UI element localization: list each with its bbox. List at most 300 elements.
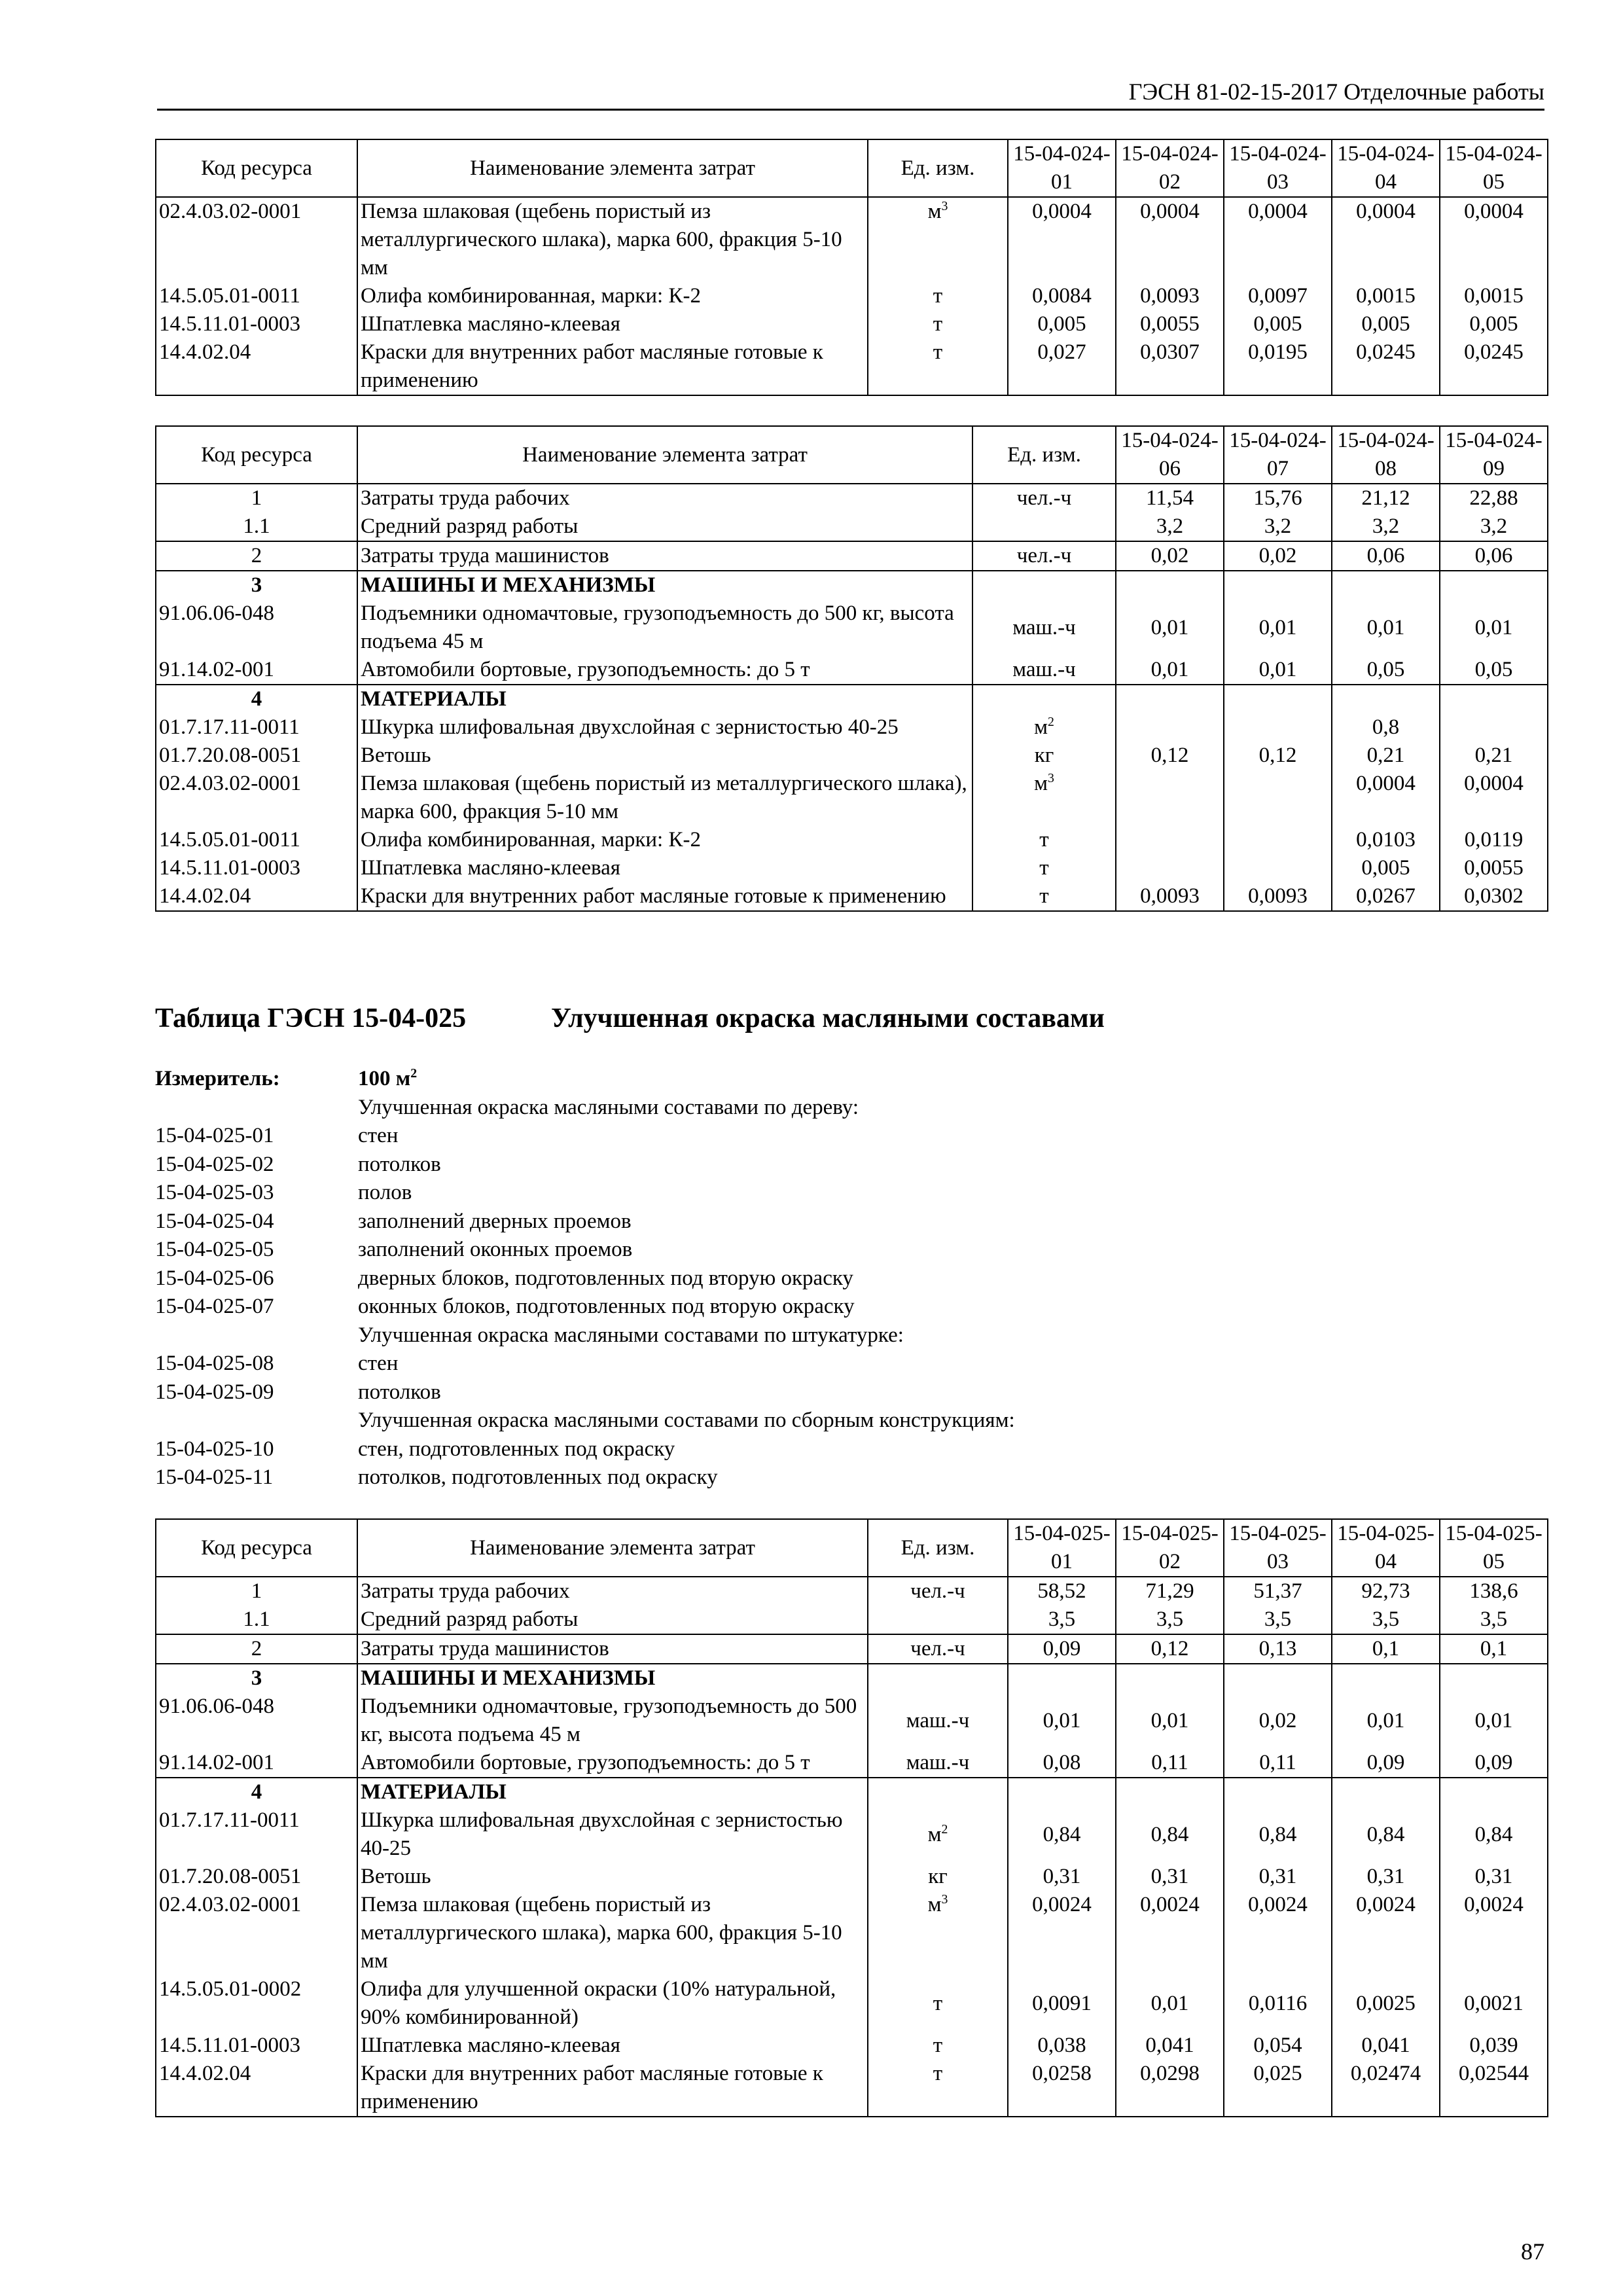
norm-value: 0,0267 (1332, 882, 1440, 911)
norm-value: 3,2 (1116, 512, 1224, 541)
unit-exponent: 3 (941, 1892, 948, 1907)
unit-of-measure (972, 882, 1116, 911)
resource-code: 14.5.05.01-0011 (156, 282, 357, 310)
table-row (156, 1693, 1548, 1749)
norm-value: 0,0004 (1008, 197, 1116, 282)
norm-value: 92,73 (1332, 1577, 1440, 1605)
norm-value: 0,31 (1008, 1863, 1116, 1891)
cost-element-name: Пемза шлаковая (щебень пористый из металлургического шлака), марка 600, фракция 5-10 мм (357, 197, 868, 282)
resource-code: 3 (156, 1664, 357, 1693)
col-header-unit: Ед. изм. (868, 1519, 1008, 1577)
resource-code: 3 (156, 571, 357, 600)
unit-of-measure (868, 2060, 1008, 2117)
table-row (156, 2032, 1548, 2060)
norm-value: 0,0245 (1440, 338, 1548, 395)
unit-text: маш.-ч (1012, 615, 1076, 639)
norm-value: 0,01 (1116, 1693, 1224, 1749)
table-row (156, 882, 1548, 911)
resource-code: 14.5.05.01-0011 (156, 826, 357, 854)
unit-text: чел.-ч (910, 1579, 965, 1603)
norm-value: 0,0024 (1224, 1891, 1332, 1975)
norm-list-item (155, 1094, 1333, 1122)
resource-code: 02.4.03.02-0001 (156, 1891, 357, 1975)
norm-value: 0,0093 (1116, 882, 1224, 911)
col-header-norm: 15-04-024-07 (1224, 426, 1332, 484)
norm-value: 0,31 (1332, 1863, 1440, 1891)
norm-list-item (155, 1435, 1333, 1464)
unit-of-measure (868, 310, 1008, 338)
col-header-name: Наименование элемента затрат (357, 139, 868, 197)
cost-element-name: Подъемники одномачтовые, грузоподъемность до 500 кг, высота подъема 45 м (357, 1693, 868, 1749)
norm-value (1224, 854, 1332, 882)
resource-code: 91.06.06-048 (156, 600, 357, 656)
norm-value: 0,84 (1224, 1806, 1332, 1863)
norm-value (1440, 713, 1548, 742)
resource-code: 14.4.02.04 (156, 2060, 357, 2117)
norm-value: 0,005 (1224, 310, 1332, 338)
table-title (155, 1001, 1105, 1035)
col-header-norm: 15-04-025-02 (1116, 1519, 1224, 1577)
norm-value: 3,5 (1224, 1605, 1332, 1634)
norm-value: 0,84 (1008, 1806, 1116, 1863)
col-header-norm: 15-04-025-03 (1224, 1519, 1332, 1577)
norm-value: 0,0103 (1332, 826, 1440, 854)
unit-text: т (933, 1991, 943, 2015)
table-row (156, 770, 1548, 826)
norm-value: 0,01 (1116, 600, 1224, 656)
col-header-norm: 15-04-024-02 (1116, 139, 1224, 197)
cost-element-name: Ветошь (357, 1863, 868, 1891)
unit-of-measure (868, 1975, 1008, 2032)
cost-element-name: Олифа комбинированная, марки: К-2 (357, 826, 972, 854)
norm-description: Улучшенная окраска масляными составами по сборным конструкциям: (358, 1408, 1015, 1432)
col-header-norm: 15-04-025-05 (1440, 1519, 1548, 1577)
resource-code: 01.7.20.08-0051 (156, 1863, 357, 1891)
norm-value: 0,05 (1440, 656, 1548, 685)
cost-element-name: Затраты труда рабочих (357, 484, 972, 512)
col-header-norm: 15-04-025-04 (1332, 1519, 1440, 1577)
norm-value: 0,31 (1116, 1863, 1224, 1891)
norm-value: 0,09 (1008, 1634, 1116, 1664)
norm-value: 0,005 (1440, 310, 1548, 338)
norm-list-item (155, 1179, 1333, 1208)
col-header-norm: 15-04-024-05 (1440, 139, 1548, 197)
norm-value: 0,08 (1008, 1749, 1116, 1778)
unit-text: чел.-ч (910, 1637, 965, 1660)
norm-value: 0,01 (1332, 1693, 1440, 1749)
resource-code: 02.4.03.02-0001 (156, 770, 357, 826)
unit-of-measure (972, 541, 1116, 571)
norm-code: 15-04-025-04 (155, 1209, 274, 1233)
norm-value: 0,21 (1440, 742, 1548, 770)
norm-value (1116, 713, 1224, 742)
norm-value: 0,005 (1332, 854, 1440, 882)
norm-value: 0,01 (1224, 600, 1332, 656)
resource-code: 4 (156, 685, 357, 713)
norm-value: 0,0004 (1332, 197, 1440, 282)
norm-code: 15-04-025-08 (155, 1352, 274, 1375)
norm-description: потолков (358, 1152, 441, 1176)
norm-value (1224, 1778, 1332, 1806)
meter-list (155, 1065, 1333, 1492)
unit-exponent: 2 (1048, 715, 1054, 729)
unit-exponent: 3 (941, 199, 948, 213)
norm-description: Улучшенная окраска масляными составами по штукатурке: (358, 1323, 904, 1347)
table-row (156, 338, 1548, 395)
norm-value: 0,1 (1332, 1634, 1440, 1664)
norm-value: 0,0258 (1008, 2060, 1116, 2117)
unit-of-measure (868, 1891, 1008, 1975)
resource-code: 1 (156, 1577, 357, 1605)
table-row (156, 512, 1548, 541)
norm-value: 3,5 (1332, 1605, 1440, 1634)
col-header-norm: 15-04-024-09 (1440, 426, 1548, 484)
norm-list-item (155, 1236, 1333, 1265)
table-row (156, 854, 1548, 882)
norm-value: 0,12 (1116, 742, 1224, 770)
norm-value: 0,0025 (1332, 1975, 1440, 2032)
resource-code: 1.1 (156, 512, 357, 541)
norm-value (1440, 571, 1548, 600)
unit-of-measure (868, 1577, 1008, 1605)
norm-value: 21,12 (1332, 484, 1440, 512)
norm-value: 0,0024 (1116, 1891, 1224, 1975)
norm-value: 0,0245 (1332, 338, 1440, 395)
col-header-code: Код ресурса (156, 426, 357, 484)
unit-text: кг (928, 1865, 948, 1888)
unit-text: м (927, 200, 942, 223)
norm-value: 0,0004 (1224, 197, 1332, 282)
resource-code: 01.7.17.11-0011 (156, 713, 357, 742)
resource-code: 14.5.11.01-0003 (156, 2032, 357, 2060)
cost-element-name: Затраты труда рабочих (357, 1577, 868, 1605)
norm-value: 51,37 (1224, 1577, 1332, 1605)
unit-text: кг (1034, 744, 1054, 767)
norm-value: 0,02474 (1332, 2060, 1440, 2117)
norm-value: 0,041 (1116, 2032, 1224, 2060)
resource-code: 91.14.02-001 (156, 656, 357, 685)
cost-element-name: Шкурка шлифовальная двухслойная с зернистостью 40-25 (357, 713, 972, 742)
table-row (156, 571, 1548, 600)
norm-value: 0,84 (1440, 1806, 1548, 1863)
table-row (156, 310, 1548, 338)
resource-code: 14.5.05.01-0002 (156, 1975, 357, 2032)
unit-of-measure (972, 512, 1116, 541)
resource-code: 91.14.02-001 (156, 1749, 357, 1778)
header-row (156, 139, 1548, 197)
norm-description: заполнений дверных проемов (358, 1209, 632, 1233)
unit-text: т (933, 340, 943, 364)
norm-value (1116, 685, 1224, 713)
header-row (156, 1519, 1548, 1577)
norm-value: 0,02 (1224, 541, 1332, 571)
unit-of-measure (972, 713, 1116, 742)
norm-value: 0,01 (1008, 1693, 1116, 1749)
norm-value: 0,01 (1116, 1975, 1224, 2032)
norm-value: 0,01 (1116, 656, 1224, 685)
norm-value: 0,11 (1224, 1749, 1332, 1778)
unit-of-measure (972, 826, 1116, 854)
norm-value (1332, 685, 1440, 713)
norm-list-item (155, 1122, 1333, 1151)
unit-text: м (927, 1893, 942, 1916)
col-header-code: Код ресурса (156, 139, 357, 197)
col-header-norm: 15-04-025-01 (1008, 1519, 1116, 1577)
unit-of-measure (972, 854, 1116, 882)
col-header-norm: 15-04-024-06 (1116, 426, 1224, 484)
page-number: 87 (1521, 2238, 1544, 2265)
norm-value: 0,0119 (1440, 826, 1548, 854)
norm-value (1224, 685, 1332, 713)
table-row (156, 1778, 1548, 1806)
unit-text: т (1039, 828, 1049, 852)
resource-code: 14.4.02.04 (156, 882, 357, 911)
unit-text: м (927, 1822, 942, 1846)
norm-value: 0,09 (1332, 1749, 1440, 1778)
table-row (156, 1891, 1548, 1975)
norm-list-item (155, 1321, 1333, 1350)
norm-list-item (155, 1350, 1333, 1378)
norm-value (1224, 770, 1332, 826)
norm-value: 0,12 (1116, 1634, 1224, 1664)
unit-of-measure (868, 1664, 1008, 1693)
cost-element-name: МАТЕРИАЛЫ (357, 1778, 868, 1806)
table-row (156, 1975, 1548, 2032)
cost-element-name: Краски для внутренних работ масляные готовые к применению (357, 2060, 868, 2117)
unit-text: т (1039, 884, 1049, 908)
cost-element-name: МАШИНЫ И МЕХАНИЗМЫ (357, 1664, 868, 1693)
norm-description: потолков, подготовленных под окраску (358, 1465, 718, 1489)
norm-value: 0,0055 (1116, 310, 1224, 338)
cost-element-name: Олифа комбинированная, марки: К-2 (357, 282, 868, 310)
header-row (156, 426, 1548, 484)
norm-code: 15-04-025-06 (155, 1266, 274, 1290)
norm-value: 0,8 (1332, 713, 1440, 742)
resource-code: 1 (156, 484, 357, 512)
unit-of-measure (972, 742, 1116, 770)
cost-element-name: Шпатлевка масляно-клеевая (357, 2032, 868, 2060)
cost-element-name: Краски для внутренних работ масляные готовые к применению (357, 338, 868, 395)
norm-value: 0,01 (1440, 600, 1548, 656)
norm-value: 0,02 (1116, 541, 1224, 571)
unit-of-measure (972, 770, 1116, 826)
cost-element-name: Затраты труда машинистов (357, 1634, 868, 1664)
table-row (156, 1806, 1548, 1863)
resource-code: 91.06.06-048 (156, 1693, 357, 1749)
unit-of-measure (868, 1863, 1008, 1891)
unit-of-measure (972, 600, 1116, 656)
norm-value (1224, 1664, 1332, 1693)
norm-description: оконных блоков, подготовленных под вторую окраску (358, 1295, 855, 1318)
table-title-name: Улучшенная окраска масляными составами (551, 1003, 1105, 1033)
table-row (156, 1863, 1548, 1891)
norm-value: 0,06 (1332, 541, 1440, 571)
unit-text: м (1034, 772, 1048, 795)
norm-value: 0,09 (1440, 1749, 1548, 1778)
cost-element-name: Шкурка шлифовальная двухслойная с зернистостью 40-25 (357, 1806, 868, 1863)
norm-description: Улучшенная окраска масляными составами по дереву: (358, 1095, 859, 1119)
table-row (156, 1605, 1548, 1634)
norm-list-item (155, 1407, 1333, 1435)
norm-list-item (155, 1293, 1333, 1321)
norm-value: 0,025 (1224, 2060, 1332, 2117)
norm-description: стен (358, 1124, 399, 1147)
norm-value (1332, 1664, 1440, 1693)
norm-value: 0,0004 (1116, 197, 1224, 282)
norm-description: полов (358, 1181, 412, 1204)
norm-value: 0,041 (1332, 2032, 1440, 2060)
unit-text: маш.-ч (906, 1751, 970, 1774)
cost-element-name: Ветошь (357, 742, 972, 770)
resource-table-025-01-05 (155, 1518, 1548, 2117)
norm-value (1116, 854, 1224, 882)
norm-value: 0,0298 (1116, 2060, 1224, 2117)
norm-code: 15-04-025-01 (155, 1124, 274, 1147)
norm-value (1116, 770, 1224, 826)
norm-value: 0,1 (1440, 1634, 1548, 1664)
norm-value: 0,21 (1332, 742, 1440, 770)
norm-value: 0,027 (1008, 338, 1116, 395)
norm-description: потолков (358, 1380, 441, 1404)
cost-element-name: Автомобили бортовые, грузоподъемность: до 5 т (357, 656, 972, 685)
norm-value: 0,0302 (1440, 882, 1548, 911)
resource-code: 2 (156, 1634, 357, 1664)
norm-list-item (155, 1265, 1333, 1293)
norm-code: 15-04-025-09 (155, 1380, 274, 1404)
norm-code: 15-04-025-11 (155, 1465, 274, 1489)
norm-value: 0,0093 (1116, 282, 1224, 310)
norm-value: 0,01 (1224, 656, 1332, 685)
norm-value: 0,12 (1224, 742, 1332, 770)
norm-list-item (155, 1208, 1333, 1236)
meter-label: Измеритель: (155, 1067, 280, 1090)
table-row (156, 826, 1548, 854)
meter-value-sup: 2 (410, 1066, 418, 1081)
norm-value: 0,0307 (1116, 338, 1224, 395)
norm-value: 0,0195 (1224, 338, 1332, 395)
table-row (156, 2060, 1548, 2117)
table-row (156, 742, 1548, 770)
col-header-code: Код ресурса (156, 1519, 357, 1577)
norm-value (1224, 713, 1332, 742)
norm-value: 0,0091 (1008, 1975, 1116, 2032)
col-header-norm: 15-04-024-04 (1332, 139, 1440, 197)
unit-of-measure (868, 2032, 1008, 2060)
cost-element-name: Пемза шлаковая (щебень пористый из металлургического шлака), марка 600, фракция 5-10 мм (357, 770, 972, 826)
meter-value-text: 100 м (358, 1067, 411, 1090)
meter-value (358, 1065, 417, 1094)
cost-element-name: Шпатлевка масляно-клеевая (357, 310, 868, 338)
resource-code: 1.1 (156, 1605, 357, 1634)
norm-value: 3,2 (1224, 512, 1332, 541)
resource-code: 01.7.20.08-0051 (156, 742, 357, 770)
norm-value (1224, 826, 1332, 854)
norm-value (1008, 1664, 1116, 1693)
norm-value: 0,005 (1008, 310, 1116, 338)
norm-value: 0,0015 (1332, 282, 1440, 310)
norm-value: 0,038 (1008, 2032, 1116, 2060)
col-header-unit: Ед. изм. (868, 139, 1008, 197)
table-row (156, 541, 1548, 571)
table-row (156, 600, 1548, 656)
norm-value: 0,039 (1440, 2032, 1548, 2060)
norm-value (1116, 826, 1224, 854)
cost-element-name: Олифа для улучшенной окраски (10% натуральной, 90% комбинированной) (357, 1975, 868, 2032)
norm-code: 15-04-025-03 (155, 1181, 274, 1204)
table-title-number: Таблица ГЭСН 15-04-025 (155, 1003, 467, 1033)
resource-code: 01.7.17.11-0011 (156, 1806, 357, 1863)
resource-code: 14.5.11.01-0003 (156, 854, 357, 882)
cost-element-name: Автомобили бортовые, грузоподъемность: до 5 т (357, 1749, 868, 1778)
table-row (156, 685, 1548, 713)
col-header-unit: Ед. изм. (972, 426, 1116, 484)
table-row (156, 713, 1548, 742)
norm-value: 3,2 (1440, 512, 1548, 541)
norm-value (1332, 1778, 1440, 1806)
norm-value (1440, 685, 1548, 713)
col-header-norm: 15-04-024-01 (1008, 139, 1116, 197)
table-row (156, 1749, 1548, 1778)
norm-value: 0,0021 (1440, 1975, 1548, 2032)
norm-value: 3,2 (1332, 512, 1440, 541)
resource-code: 14.4.02.04 (156, 338, 357, 395)
norm-value (1440, 1664, 1548, 1693)
norm-value: 0,31 (1440, 1863, 1548, 1891)
norm-value: 0,11 (1116, 1749, 1224, 1778)
col-header-norm: 15-04-024-03 (1224, 139, 1332, 197)
cost-element-name: Пемза шлаковая (щебень пористый из металлургического шлака), марка 600, фракция 5-10 мм (357, 1891, 868, 1975)
norm-value: 0,01 (1440, 1693, 1548, 1749)
norm-value: 22,88 (1440, 484, 1548, 512)
norm-value: 0,05 (1332, 656, 1440, 685)
cost-element-name: МАШИНЫ И МЕХАНИЗМЫ (357, 571, 972, 600)
cost-element-name: Шпатлевка масляно-клеевая (357, 854, 972, 882)
resource-code: 2 (156, 541, 357, 571)
norm-value: 0,0116 (1224, 1975, 1332, 2032)
unit-text: т (1039, 856, 1049, 880)
norm-value (1224, 571, 1332, 600)
table-row (156, 1634, 1548, 1664)
unit-of-measure (868, 338, 1008, 395)
cost-element-name: Затраты труда машинистов (357, 541, 972, 571)
cost-element-name: МАТЕРИАЛЫ (357, 685, 972, 713)
unit-text: маш.-ч (906, 1708, 970, 1732)
unit-of-measure (868, 1806, 1008, 1863)
table-row (156, 656, 1548, 685)
unit-of-measure (868, 282, 1008, 310)
norm-description: стен, подготовленных под окраску (358, 1437, 675, 1461)
unit-text: м (1034, 715, 1048, 739)
resource-table-024-01-05 (155, 139, 1548, 396)
running-header: ГЭСН 81-02-15-2017 Отделочные работы (157, 77, 1544, 111)
unit-text: чел.-ч (1016, 544, 1072, 567)
norm-value: 0,02 (1224, 1693, 1332, 1749)
norm-description: стен (358, 1352, 399, 1375)
table-row (156, 1664, 1548, 1693)
norm-value: 0,005 (1332, 310, 1440, 338)
norm-value: 0,0024 (1440, 1891, 1548, 1975)
norm-code: 15-04-025-10 (155, 1437, 274, 1461)
unit-text: т (933, 2034, 943, 2057)
resource-code: 14.5.11.01-0003 (156, 310, 357, 338)
norm-code: 15-04-025-02 (155, 1152, 274, 1176)
norm-value: 3,5 (1440, 1605, 1548, 1634)
norm-value: 0,0093 (1224, 882, 1332, 911)
norm-value: 11,54 (1116, 484, 1224, 512)
norm-value: 0,0004 (1440, 197, 1548, 282)
norm-value: 0,13 (1224, 1634, 1332, 1664)
norm-value: 0,0004 (1332, 770, 1440, 826)
